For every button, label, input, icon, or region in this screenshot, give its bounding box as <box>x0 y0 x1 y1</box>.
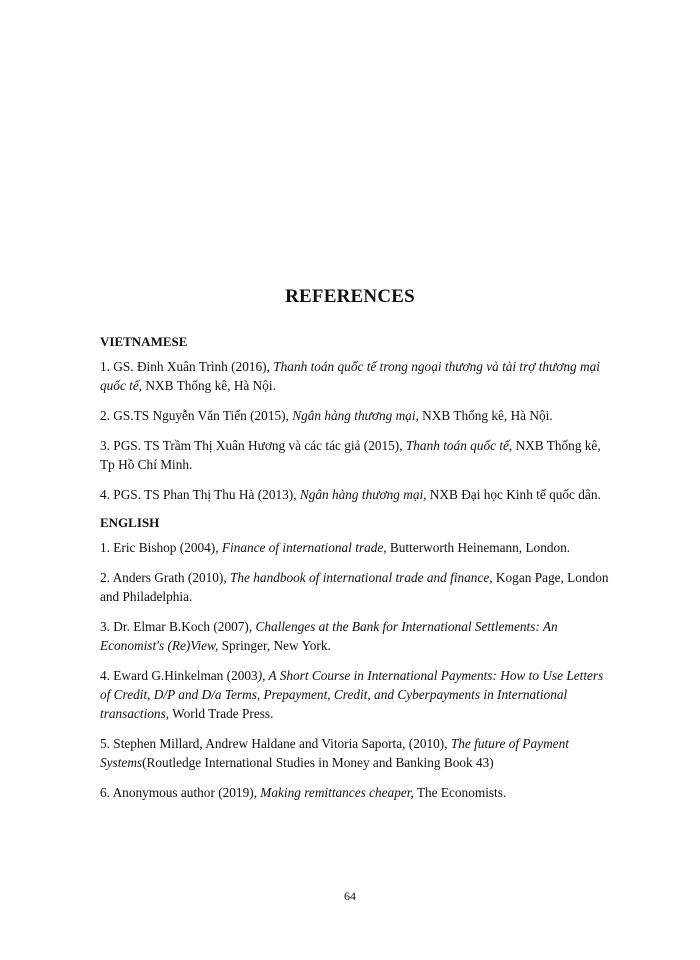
reference-item: 4. Eward G.Hinkelman (2003), A Short Course in International Payments: How to Use Letters of Credit, D/P and D/a Terms, Prepayment, Credit, and Cyberpayments in International transactions, World Trade Press. <box>100 668 604 721</box>
reference-item: 2. GS.TS Nguyễn Văn Tiến (2015), Ngân hàng thương mại, NXB Thống kê, Hà Nội. <box>100 408 553 423</box>
reference-item: 1. Eric Bishop (2004), Finance of international trade, Butterworth Heinemann, London. <box>100 540 571 555</box>
reference-item: 4. PGS. TS Phan Thị Thu Hà (2013), Ngân hàng thương mại, NXB Đại học Kinh tế quốc dân. <box>100 487 601 502</box>
section-heading-vietnamese: VIETNAMESE <box>100 334 188 349</box>
reference-item: 3. PGS. TS Trầm Thị Xuân Hương và các tác giả (2015), Thanh toán quốc tế, NXB Thống kê, Tp Hồ Chí Minh. <box>100 438 601 472</box>
page-title: REFERENCES <box>285 286 415 307</box>
reference-item: 6. Anonymous author (2019), Making remittances cheaper, The Economists. <box>100 785 507 800</box>
section-heading-english: ENGLISH <box>100 515 160 530</box>
reference-item: 3. Dr. Elmar B.Koch (2007), Challenges at the Bank for International Settlements: An Economist's (Re)View, Springer, New York. <box>100 619 558 653</box>
reference-item: 1. GS. Đinh Xuân Trình (2016), Thanh toán quốc tế trong ngoại thương và tài trợ thương mại quốc tế, NXB Thống kê, Hà Nội. <box>100 359 600 393</box>
reference-item: 2. Anders Grath (2010), The handbook of international trade and finance, Kogan Page, London and Philadelphia. <box>100 570 609 604</box>
references-content <box>100 334 616 813</box>
reference-item: 5. Stephen Millard, Andrew Haldane and Vitoria Saporta, (2010), The future of Payment Systems(Routledge International Studies in Money and Banking Book 43) <box>100 736 569 770</box>
page-number: 64 <box>344 889 356 903</box>
